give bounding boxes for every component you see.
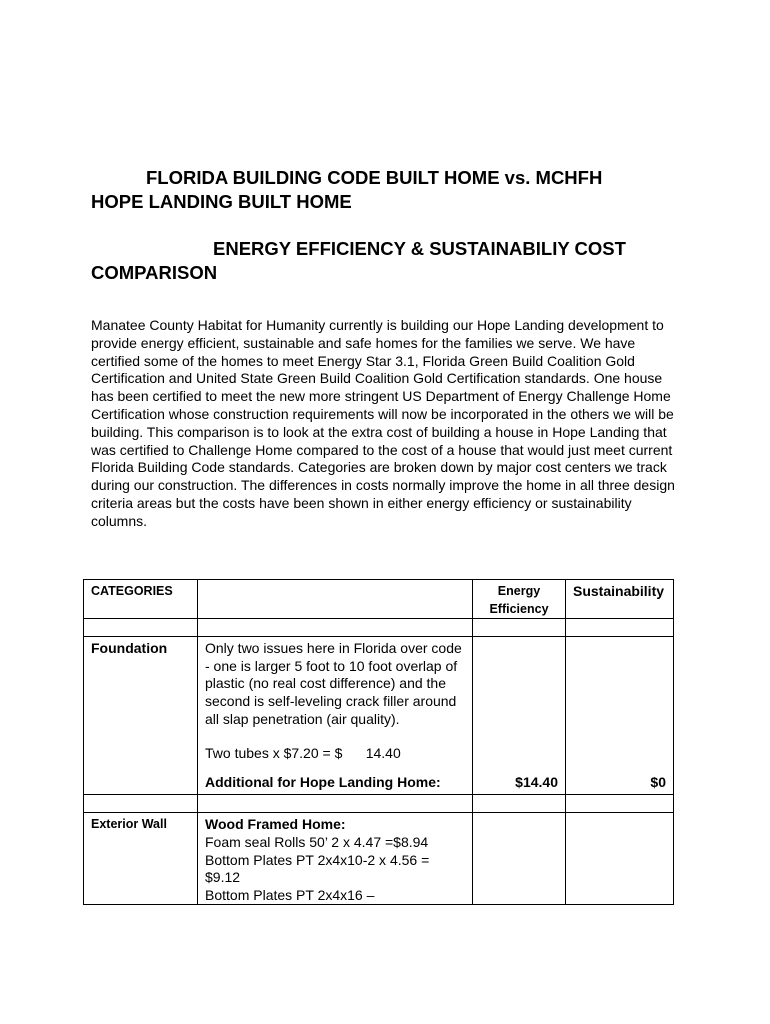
foundation-additional-label: Additional for Hope Landing Home: — [205, 773, 441, 790]
table-spacer-row — [84, 795, 674, 813]
cost-comparison-table — [83, 579, 674, 905]
foundation-sustainability-cost: $0 — [566, 637, 674, 795]
category-exterior-wall: Exterior Wall — [84, 813, 198, 905]
foundation-description — [198, 637, 473, 795]
header-description — [198, 580, 473, 619]
exterior-wall-heading: Wood Framed Home: — [205, 816, 346, 833]
exterior-wall-description — [198, 813, 473, 905]
table-row-exterior-wall — [84, 813, 674, 905]
exterior-wall-line: Foam seal Rolls 50’ 2 x 4.47 =$8.94 — [205, 833, 429, 850]
table-row-foundation — [84, 637, 674, 795]
foundation-energy-cost: $14.40 — [473, 637, 566, 795]
intro-paragraph: Manatee County Habitat for Humanity currently is building our Hope Landing development to provide energy efficient, sustainable and safe homes for the families we serve. We have certified some of the homes to meet Energy Star 3.1, Florida Green Build Coalition Gold Certification and United State Green Build Coalition Gold Certification standards. One house has been certified to meet the new more stringent US Department of Energy Challenge Home Certification whose construction requirements will now be incorporated in the others we will be building. This comparison is to look at the extra cost of building a house in Hope Landing that was certified to Challenge Home compared to the cost of a house that would just meet current Florida Building Code standards. Categories are broken down by major cost centers we track during our construction. The differences in costs normally improve the home in all three design criteria areas but the costs have been shown in either energy efficiency or sustainability columns. — [91, 317, 675, 529]
header-energy-efficiency — [473, 580, 566, 619]
document-title — [91, 166, 691, 214]
subtitle-line-1: ENERGY EFFICIENCY & SUSTAINABILIY COST — [213, 238, 626, 259]
exterior-wall-line: Bottom Plates PT 2x4x16 – — [205, 886, 375, 903]
foundation-description-text: Only two issues here in Florida over code - one is larger 5 foot to 10 foot overlap of plastic (no real cost difference) and the second is self-leveling crack filler around all slap penetration (air quality). — [205, 640, 462, 727]
table-spacer-row — [84, 619, 674, 637]
document-subtitle — [91, 237, 691, 285]
title-line-1: FLORIDA BUILDING CODE BUILT HOME vs. MCHFH — [146, 167, 603, 188]
exterior-wall-energy-cost — [473, 813, 566, 905]
header-categories: CATEGORIES — [84, 580, 198, 619]
title-line-2: HOPE LANDING BUILT HOME — [91, 191, 352, 212]
table-header-row — [84, 580, 674, 619]
exterior-wall-sustainability-cost — [566, 813, 674, 905]
header-sustainability: Sustainability — [566, 580, 674, 619]
header-energy-line1: Energy — [497, 584, 541, 598]
exterior-wall-line: Bottom Plates PT 2x4x10-2 x 4.56 = $9.12 — [205, 851, 430, 886]
foundation-calc: Two tubes x $7.20 = $ 14.40 — [205, 745, 401, 762]
category-foundation: Foundation — [84, 637, 198, 795]
subtitle-line-2: COMPARISON — [91, 262, 218, 283]
header-energy-line2: Efficiency — [489, 601, 549, 616]
